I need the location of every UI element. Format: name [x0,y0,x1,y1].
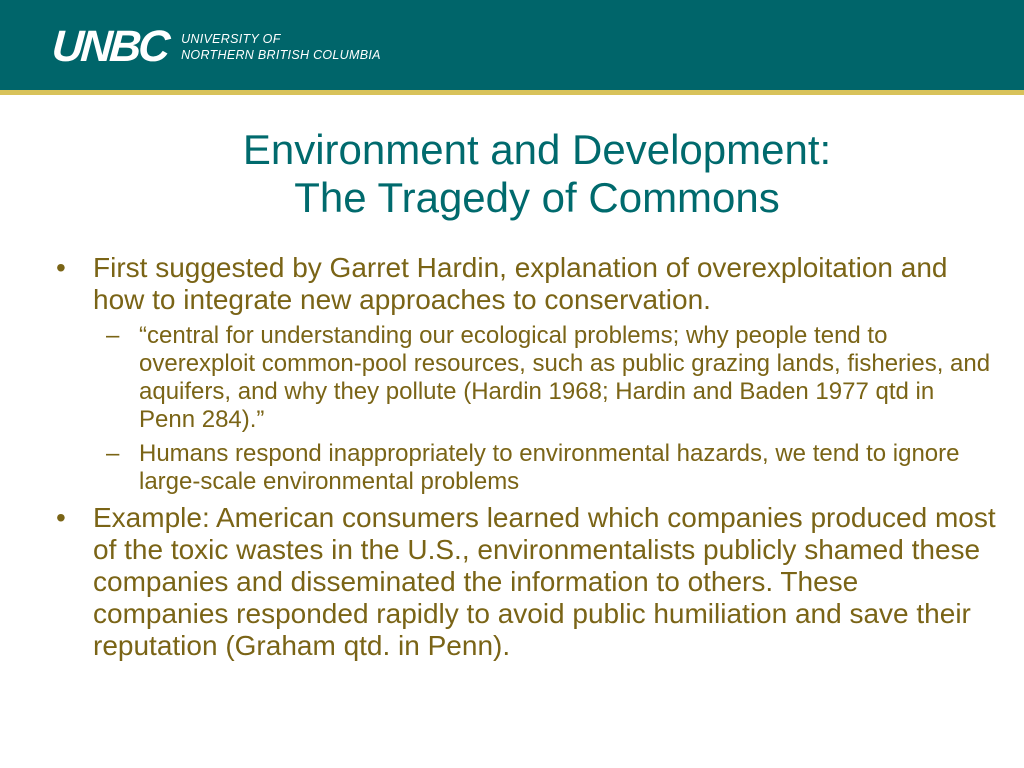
bullet-item [56,252,996,316]
title-line-2: The Tragedy of Commons [294,174,780,221]
sub-bullet-marker: – [106,322,120,349]
title-line-1: Environment and Development: [242,126,832,173]
logo-mark: UNBC [50,22,169,71]
bullet-item [56,502,996,662]
sub-bullet-item [56,322,996,434]
sub-bullet-marker: – [106,440,120,467]
header-bar [0,0,1024,90]
header-rule [0,90,1024,95]
logo-line-1: UNIVERSITY OF [181,32,281,46]
slide-title [40,126,1024,222]
bullet-text: First suggested by Garret Hardin, explanation of overexploitation and how to integrate new approaches to conservation. [93,252,948,315]
bullet-marker: • [56,502,66,533]
sub-bullet-item [56,440,996,496]
slide-body [56,252,996,668]
sub-bullet-text: “central for understanding our ecological problems; why people tend to overexploit common-pool resources, such as public grazing lands, fisheries, and aquifers, and why they pollute (Hardin 1968; Hardin and Baden 1977 qtd in Penn 284).” [139,322,991,433]
sub-bullet-text: Humans respond inappropriately to environmental hazards, we tend to ignore large-scale environmental problems [139,440,960,495]
sub-bullet-list [56,322,996,496]
logo-text [181,31,381,63]
bullet-text: Example: American consumers learned which companies produced most of the toxic wastes in the U.S., environmentalists publicly shamed these companies and disseminated the information to others. These companies responded rapidly to avoid public humiliation and save their reputation (Graham qtd. in Penn). [93,502,996,661]
unbc-logo [52,24,381,70]
bullet-marker: • [56,252,66,283]
logo-line-2: NORTHERN BRITISH COLUMBIA [181,48,381,62]
